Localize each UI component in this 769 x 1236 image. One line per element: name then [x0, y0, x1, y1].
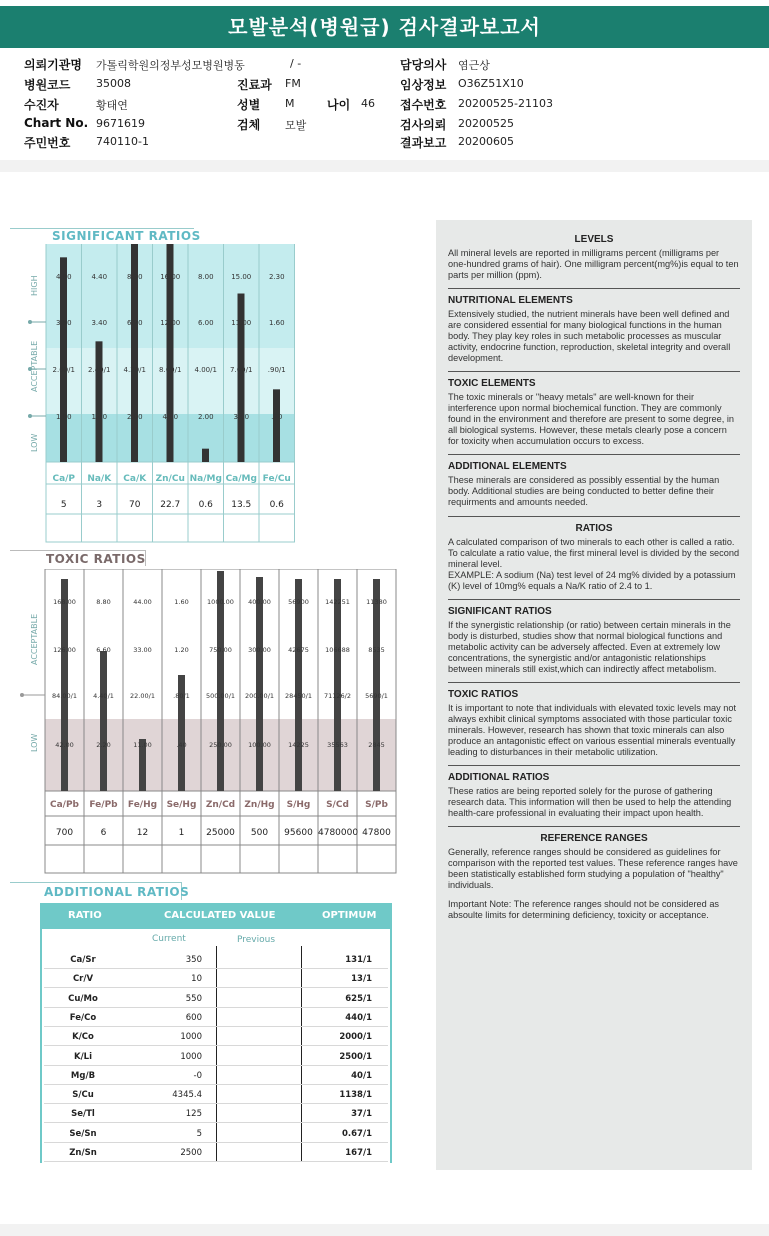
ratio-optimum: 625/1: [345, 993, 372, 1004]
row-line: [44, 1161, 388, 1162]
ratio-optimum: 2000/1: [339, 1032, 372, 1043]
value-S/Pb: 47800: [362, 828, 391, 838]
scale-label: 44.00: [133, 598, 152, 606]
scale-label: 6.20: [126, 319, 143, 327]
ratio-name: Cu/Mo: [68, 993, 98, 1004]
scale-label: .20: [271, 413, 283, 421]
category-Se/Hg: Se/Hg: [166, 800, 197, 810]
doctor-label: 담당의사: [400, 58, 447, 72]
divider: [448, 516, 740, 517]
sub-current-header: Current: [152, 934, 186, 944]
chart-label: Chart No.: [24, 116, 89, 130]
toxic-elements-text: The toxic minerals or "heavy metals" are well-known for their interference upon normal biochemical function. They are commonly found in the environment and therefore are present to some degree, in all biological systems. However, these metals clearly pose a concern for toxicity when accumulation occurs to excess.: [448, 392, 735, 447]
scale-label: 4.00/1: [194, 366, 217, 374]
ratio-optimum: 13/1: [351, 974, 372, 985]
ratio-current: 350: [185, 955, 202, 965]
ratio-current: 10: [191, 974, 202, 985]
ratio-optimum: 40/1: [351, 1070, 372, 1081]
ratio-name: Cr/V: [72, 974, 94, 985]
value-Zn/Hg: 500: [250, 828, 269, 838]
col-divider-1: [216, 946, 217, 1162]
scale-label: 2.30: [268, 273, 285, 281]
zone-acceptable-label: ACCEPTABLE: [30, 340, 39, 392]
divider: [448, 826, 740, 827]
ratio-name: K/Li: [73, 1051, 93, 1062]
value-S/Cd: 4780000: [318, 828, 359, 838]
col-calc-header: CALCULATED VALUE: [164, 910, 276, 921]
category-Ca/P: Ca/P: [52, 474, 76, 484]
toxic-zone-low-label: LOW: [30, 733, 39, 752]
ratio-current: 4345.4: [172, 1090, 202, 1101]
scale-label: 300.00: [248, 646, 271, 654]
value-Ca/Pb: 700: [55, 828, 74, 838]
scale-label: 1.20: [174, 646, 189, 654]
scale-label: 3.40: [91, 319, 108, 327]
scale-label: 2.60/1: [52, 366, 75, 374]
mid-marker-dot: [20, 693, 24, 697]
ward-value: / -: [290, 57, 302, 70]
bar-Na/K: [96, 341, 103, 462]
scale-label: 126.00: [53, 646, 76, 654]
reference-text: Generally, reference ranges should be considered as guidelines for comparison with the reported test values. These reference ranges have been statistically established form studying a population of "healthy" individuals.: [448, 847, 738, 891]
scale-label: 11.00: [231, 319, 252, 327]
scale-label: 4.40: [91, 273, 108, 281]
important-note: Important Note: The reference ranges should not be considered as absoulte limits for determining deficiency, toxicity or acceptance.: [448, 899, 720, 921]
ratio-current: -0: [193, 1070, 202, 1081]
zone-high-label: HIGH: [30, 275, 39, 296]
ratio-name: Ca/Sr: [70, 955, 96, 965]
sub-previous-header: Previous: [237, 935, 276, 945]
receipt-label: 접수번호: [400, 98, 447, 112]
reference-heading: REFERENCE RANGES: [540, 833, 648, 845]
row-line: [44, 1065, 388, 1066]
scale-label: 4.40/1: [93, 692, 114, 700]
id-value: 740110-1: [96, 135, 149, 148]
clinical-label: 임상정보: [400, 78, 447, 92]
ratio-optimum: 37/1: [351, 1109, 372, 1120]
scale-label: 2845: [368, 741, 385, 749]
scale-label: 4.60: [55, 273, 72, 281]
sex-value: M: [285, 97, 295, 110]
acceptable-marker-dot: [28, 320, 32, 324]
scale-label: 1.60: [268, 319, 285, 327]
category-Na/K: Na/K: [87, 474, 112, 484]
scale-label: 16.00: [160, 273, 181, 281]
specimen-label: 검체: [237, 118, 261, 132]
bar-Fe/Pb: [100, 651, 107, 791]
institution-value: 가톨릭학원의정부성모병원병동: [96, 59, 245, 72]
patient-header: [0, 50, 769, 160]
sig-ratios-heading: SIGNIFICANT RATIOS: [448, 605, 552, 617]
ratio-name: Se/Tl: [71, 1109, 95, 1120]
scale-label: 200.00/1: [244, 692, 275, 700]
value-Fe/Pb: 6: [100, 828, 107, 838]
ratio-optimum: 2500/1: [339, 1051, 372, 1062]
scale-label: 6.60: [96, 646, 111, 654]
scale-label: 8.80: [96, 598, 111, 606]
toxic-elements-heading: TOXIC ELEMENTS: [448, 378, 536, 390]
significant-title: SIGNIFICANT RATIOS: [52, 229, 201, 243]
doctor-value: 염근상: [458, 59, 490, 72]
divider: [448, 682, 740, 683]
category-Fe/Pb: Fe/Pb: [89, 800, 118, 810]
scale-label: 142251: [325, 598, 350, 606]
toxic-zone-acceptable-label: ACCEPTABLE: [30, 613, 39, 665]
scale-label: 5690/1: [365, 692, 388, 700]
category-Na/Mg: Na/Mg: [189, 474, 222, 484]
scale-label: 11.00: [133, 741, 152, 749]
significant-categories: [46, 474, 295, 484]
chart-value: 9671619: [96, 117, 145, 130]
significant-values: [46, 500, 295, 510]
ratio-current: 550: [185, 993, 202, 1004]
value-Se/Hg: 1: [178, 828, 185, 838]
ratio-current: 1000: [180, 1051, 202, 1062]
tox-ratios-text: It is important to note that individuals with elevated toxic levels may not always exhibit clinical symptoms associated with those particular toxic minerals. However, research has shown that toxic minerals can also produce an antagonistic effect on various essential minerals eventually leading to disturbances in their metabolic utilization.: [448, 702, 737, 757]
scale-label: 168.00: [53, 598, 76, 606]
scale-label: 12.00: [160, 319, 181, 327]
value-Na/Mg: 0.6: [198, 500, 213, 510]
additional-elements-text: These minerals are considered as possibly essential by the human body. Additional studies are being conducted to better define their requirments and amounts needed.: [448, 475, 720, 508]
scale-label: 42675: [288, 646, 309, 654]
patient-label: 수진자: [24, 98, 59, 112]
ratio-name: Fe/Co: [69, 1012, 97, 1023]
bar-S/Hg: [295, 579, 302, 791]
category-S/Hg: S/Hg: [286, 800, 311, 810]
ratio-optimum: 131/1: [345, 955, 372, 965]
ratio-optimum: 1138/1: [339, 1090, 372, 1101]
scale-label: 6.00: [197, 319, 214, 327]
toxic-categories: [45, 800, 396, 810]
scale-label: 750.00: [209, 646, 232, 654]
row-line: [44, 1007, 388, 1008]
report-title: 모발분석(병원급) 검사결과보고서: [0, 6, 769, 48]
category-Ca/Mg: Ca/Mg: [225, 474, 257, 484]
value-Ca/Mg: 13.5: [231, 500, 252, 510]
nutritional-heading: NUTRITIONAL ELEMENTS: [448, 295, 573, 307]
scale-label: 15.00: [231, 273, 252, 281]
scale-label: 14225: [288, 741, 309, 749]
scale-label: 2.00: [197, 413, 214, 421]
tox-ratios-heading: TOXIC RATIOS: [448, 688, 519, 700]
ratio-optimum: 440/1: [345, 1012, 372, 1023]
id-label: 주민번호: [24, 136, 71, 150]
scale-label: 400.00: [248, 598, 271, 606]
category-S/Pb: S/Pb: [365, 800, 388, 810]
clinical-value: O36Z51X10: [458, 77, 524, 90]
low-marker-dot: [28, 414, 32, 418]
row-line: [44, 1103, 388, 1104]
value-Na/K: 3: [96, 500, 103, 510]
scale-label: 42.00: [55, 741, 74, 749]
institution-label: 의뢰기관명: [24, 58, 82, 72]
row-line: [44, 1122, 388, 1123]
scale-label: 1000.00: [207, 598, 234, 606]
add-ratios-text: These ratios are being reported solely for the purose of gathering research data. This information will then be used to help the attending health-care professional in evaluating their impact upon health.: [448, 785, 732, 819]
nutritional-text: Extensively studied, the nutrient minerals have been well defined and are considered essential for many biological functions in the human body. They play key roles in such metabolic processes as muscular activity, endocrine function, reproduction, skeletal integrity and overall development.: [448, 309, 731, 364]
category-Zn/Cu: Zn/Cu: [155, 474, 185, 484]
scale-label: 7.00/1: [230, 366, 253, 374]
category-Ca/Pb: Ca/Pb: [49, 800, 79, 810]
scale-label: 4.20/1: [123, 366, 146, 374]
value-Ca/P: 5: [60, 500, 67, 510]
ratio-current: 125: [185, 1109, 202, 1120]
report-date-label: 결과보고: [400, 136, 447, 150]
bar-Ca/P: [60, 257, 67, 462]
age-label: 나이: [327, 98, 351, 112]
value-Fe/Hg: 12: [136, 828, 149, 838]
scale-label: 2.40/1: [88, 366, 111, 374]
ratios-text: A calculated comparison of two minerals to each other is called a ratio. To calculate a ratio value, the first mineral level is divided by the second mineral level.: [448, 536, 740, 569]
col-ratio-header: RATIO: [68, 910, 102, 921]
scale-label: 28450/1: [284, 692, 313, 700]
scale-label: 8535: [368, 646, 385, 654]
scale-label: 100.00: [248, 741, 271, 749]
sig-ratios-text: If the synergistic relationship (or ratio) between certain minerals in the body is disturbed, studies show that normal biological functions and metabolic activity can be adversely affected. Even at extremely low concentrations, the synergistic and/or antagonistic relationships between minerals still exist,which can indirectly affect metabolism.: [448, 619, 731, 674]
ratio-current: 600: [185, 1012, 202, 1023]
scale-label: .80/1: [173, 692, 190, 700]
patient-value: 황태연: [96, 99, 128, 112]
ratio-name: K/Co: [72, 1032, 94, 1043]
ratio-current: 1000: [180, 1032, 202, 1043]
specimen-value: 모발: [285, 119, 307, 132]
col-opt-header: OPTIMUM: [322, 910, 377, 921]
ratios-heading: RATIOS: [575, 522, 613, 534]
bar-S/Cd: [334, 579, 341, 791]
row-line: [44, 1142, 388, 1143]
ratio-name: Se/Sn: [69, 1128, 97, 1139]
scale-label: 1.60: [55, 413, 72, 421]
divider: [448, 371, 740, 372]
dept-value: FM: [285, 77, 301, 90]
scale-label: 71126/2: [323, 692, 352, 700]
toxic-values: [45, 828, 396, 838]
ratio-optimum: 0.67/1: [342, 1128, 372, 1139]
add-ratios-heading: ADDITIONAL RATIOS: [448, 771, 550, 783]
info-panel: [436, 220, 752, 1170]
scale-label: 8.00: [197, 273, 214, 281]
scale-label: 2.20: [96, 741, 111, 749]
scale-label: 106688: [325, 646, 350, 654]
category-Fe/Cu: Fe/Cu: [262, 474, 291, 484]
receipt-value: 20200525-21103: [458, 97, 553, 110]
scale-label: 500.00/1: [205, 692, 236, 700]
scale-label: 22.00/1: [130, 692, 155, 700]
ratio-name: Zn/Sn: [69, 1148, 97, 1158]
scale-label: 84.00/1: [52, 692, 77, 700]
zone-low-label: LOW: [30, 433, 39, 452]
category-Ca/K: Ca/K: [123, 474, 147, 484]
scale-label: 3.50: [55, 319, 72, 327]
divider: [448, 454, 740, 455]
divider: [448, 599, 740, 600]
category-Fe/Hg: Fe/Hg: [127, 800, 158, 810]
ratio-current: 5: [196, 1128, 202, 1139]
row-line: [44, 968, 388, 969]
scale-label: 1.40: [91, 413, 108, 421]
levels-text: All mineral levels are reported in milligrams percent (milligrams per one-hundred grams of hair). One milligram percent(mg%)is equal to ten parts per million (ppm).: [448, 248, 739, 281]
row-line: [44, 1026, 388, 1027]
bar-S/Pb: [373, 579, 380, 791]
code-label: 병원코드: [24, 78, 71, 92]
additional-elements-heading: ADDITIONAL ELEMENTS: [448, 461, 567, 473]
value-Zn/Cd: 25000: [206, 828, 235, 838]
row-line: [44, 1045, 388, 1046]
category-Zn/Cd: Zn/Cd: [205, 800, 236, 810]
scale-label: 3.00: [233, 413, 250, 421]
scale-label: .40: [176, 741, 187, 749]
bar-Na/Mg: [202, 449, 209, 462]
separator-band: [0, 160, 769, 172]
ratio-optimum: 167/1: [345, 1148, 372, 1158]
bar-Ca/Pb: [61, 579, 68, 791]
category-S/Cd: S/Cd: [326, 800, 349, 810]
scale-label: 11380: [366, 598, 387, 606]
request-value: 20200525: [458, 117, 514, 130]
scale-label: 56900: [288, 598, 309, 606]
ratios-example: EXAMPLE: A sodium (Na) test level of 24 mg% divided by a potassium (K) level of 10mg% equals a Na/K ratio of 2.4 to 1.: [448, 569, 736, 591]
scale-label: .90/1: [267, 366, 286, 374]
report-date-value: 20200605: [458, 135, 514, 148]
levels-heading: LEVELS: [574, 234, 614, 245]
dept-label: 진료과: [237, 78, 272, 92]
request-label: 검사의뢰: [400, 118, 447, 132]
ratio-name: S/Cu: [72, 1090, 94, 1101]
additional-title: ADDITIONAL RATIOS: [44, 885, 190, 899]
value-Fe/Cu: 0.6: [269, 500, 284, 510]
age-value: 46: [361, 97, 375, 110]
code-value: 35008: [96, 77, 131, 90]
scale-label: 1.60: [174, 598, 189, 606]
divider: [448, 765, 740, 766]
scale-label: 2.00: [126, 413, 143, 421]
ratio-name: Mg/B: [70, 1070, 96, 1081]
value-Zn/Cu: 22.7: [160, 500, 181, 510]
bar-Fe/Cu: [271, 389, 283, 462]
category-Zn/Hg: Zn/Hg: [244, 800, 275, 810]
row-line: [44, 987, 388, 988]
bottom-band: [0, 1224, 769, 1236]
significant-chart: [10, 244, 295, 544]
row-line: [44, 1084, 388, 1085]
scale-label: 250.00: [209, 741, 232, 749]
value-Ca/K: 70: [129, 500, 141, 510]
ratio-current: 2500: [180, 1148, 202, 1158]
scale-label: 33.00: [133, 646, 152, 654]
sex-label: 성별: [237, 98, 261, 112]
scale-label: 4.00: [162, 413, 179, 421]
value-S/Hg: 95600: [284, 828, 313, 838]
scale-label: 8.30: [126, 273, 143, 281]
toxic-title: TOXIC RATIOS: [46, 552, 146, 566]
scale-label: 8.00/1: [159, 366, 182, 374]
scale-label: 35563: [327, 741, 348, 749]
divider: [448, 288, 740, 289]
bar-Zn/Hg: [256, 577, 263, 791]
